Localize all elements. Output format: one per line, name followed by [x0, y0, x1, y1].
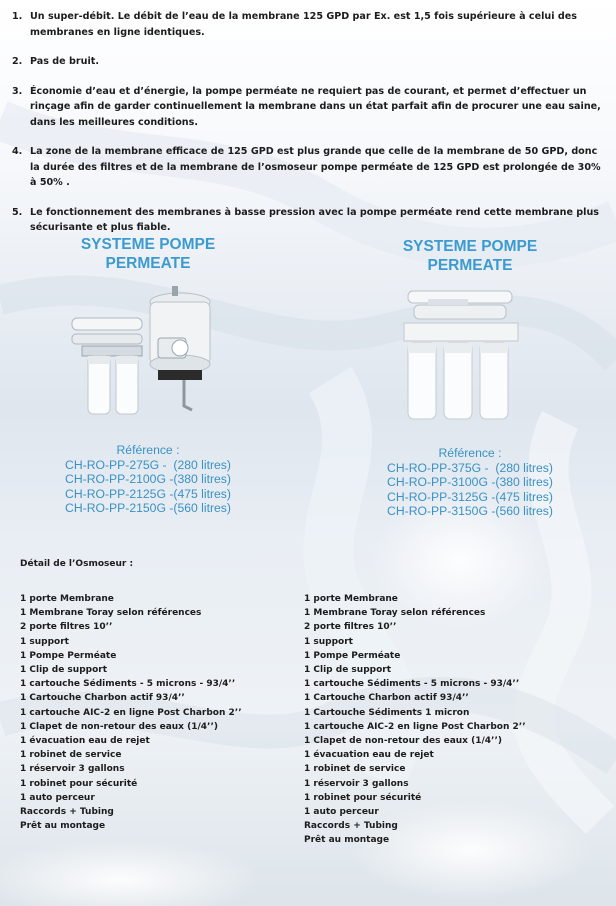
benefit-text: La zone de la membrane efficace de 125 GPD est plus grande que celle de la membrane de 50 GPD, donc la durée des filtres et de la membrane de l’osmoseur pompe perméate de 125 GPD est prolongée de 30% à 50% .: [30, 146, 601, 188]
benefit-item: [12, 54, 608, 70]
right-reference-item: CH-RO-PP-3100G -(380 litres): [387, 475, 553, 489]
list-item: 1 cartouche AIC-2 en ligne Post Charbon 2’’: [20, 707, 242, 718]
list-item: 1 robinet de service: [304, 764, 406, 775]
left-title-line2: PERMEATE: [105, 255, 191, 272]
list-item: 1 Cartouche Charbon actif 93/4’’: [20, 693, 185, 704]
list-item: 1 Cartouche Sédiments 1 micron: [304, 707, 470, 718]
left-reference-item: CH-RO-PP-2125G -(475 litres): [65, 486, 231, 501]
list-item: 2 porte filtres 10’’: [304, 622, 397, 633]
left-ro-system-image: [68, 280, 218, 420]
list-item: 1 porte Membrane: [304, 594, 398, 604]
benefit-number: 4.: [12, 146, 23, 157]
benefit-item: [12, 84, 608, 131]
list-item: 1 auto perceur: [20, 792, 95, 803]
list-item: 1 Clip de support: [304, 665, 391, 676]
list-item: 1 auto perceur: [304, 807, 379, 818]
left-reference-item: CH-RO-PP-2150G -(560 litres): [65, 501, 231, 515]
list-item: 1 Pompe Perméate: [20, 650, 117, 661]
list-item: Prêt au montage: [304, 835, 390, 846]
list-item: 1 évacuation eau de rejet: [20, 736, 150, 747]
benefit-text: Un super-débit. Le débit de l’eau de la membrane 125 GPD par Ex. est 1,5 fois supérieure à celui des membranes en ligne identiques.: [30, 11, 577, 38]
right-reference-item: CH-RO-PP-3125G -(475 litres): [387, 489, 553, 504]
list-item: 1 cartouche Sédiments - 5 microns - 93/4’’: [304, 679, 520, 690]
benefit-number: 1.: [12, 11, 23, 22]
list-item: 1 robinet pour sécurité: [20, 778, 138, 789]
benefit-item: [12, 144, 608, 191]
list-item: 1 robinet de service: [20, 750, 122, 761]
benefit-text: Économie d’eau et d’énergie, la pompe perméate ne requiert pas de courant, et permet d’effectuer un rinçage afin de garder continuellement la membrane dans un état parfait afin de procurer une eau saine, dans les meilleures conditions.: [30, 85, 601, 128]
list-item: 1 Membrane Toray selon références: [20, 608, 202, 619]
list-item: Raccords + Tubing: [20, 807, 114, 818]
right-reference-block: [365, 446, 575, 519]
list-item: 2 porte filtres 10’’: [20, 622, 113, 633]
list-item: 1 Clip de support: [20, 665, 107, 676]
right-title-line2: PERMEATE: [427, 257, 513, 274]
benefit-number: 2.: [12, 56, 23, 67]
benefit-text: Pas de bruit.: [30, 56, 99, 67]
right-reference-item: CH-RO-PP-3150G -(560 litres): [387, 504, 553, 518]
left-product-title: [48, 235, 248, 273]
benefit-number: 5.: [12, 206, 23, 218]
list-item: 1 cartouche Sédiments - 5 microns - 93/4’’: [20, 679, 236, 690]
list-item: 1 porte Membrane: [20, 594, 114, 604]
list-item: 1 réservoir 3 gallons: [304, 778, 409, 789]
right-product-title: [370, 237, 570, 275]
list-item: 1 évacuation eau de rejet: [304, 750, 434, 761]
left-components-list: [20, 592, 242, 833]
left-reference-label: Référence :: [116, 443, 180, 457]
list-item: 1 Clapet de non-retour des eaux (1/4’’): [304, 736, 502, 747]
list-item: Raccords + Tubing: [304, 821, 398, 832]
list-item: 1 Membrane Toray selon références: [304, 608, 486, 619]
left-reference-item: CH-RO-PP-2100G -(380 litres): [65, 472, 231, 486]
right-ro-system-image: [398, 285, 528, 425]
benefit-item: [12, 9, 608, 40]
right-reference-label: Référence :: [438, 446, 502, 460]
benefit-item: [12, 205, 608, 236]
right-title-line1: SYSTEME POMPE: [402, 238, 538, 255]
left-reference-item: CH-RO-PP-275G - (280 litres): [65, 457, 231, 472]
list-item: 1 cartouche AIC-2 en ligne Post Charbon 2’’: [304, 721, 526, 732]
benefit-number: 3.: [12, 85, 23, 97]
list-item: Prêt au montage: [20, 821, 106, 832]
list-item: 1 support: [304, 636, 353, 647]
benefits-list: [12, 9, 608, 250]
left-reference-block: [43, 443, 253, 516]
left-title-line1: SYSTEME POMPE: [80, 236, 216, 253]
list-item: 1 Cartouche Charbon actif 93/4’’: [304, 693, 469, 704]
list-item: 1 Clapet de non-retour des eaux (1/4’’): [20, 721, 218, 732]
list-item: 1 réservoir 3 gallons: [20, 764, 125, 775]
benefit-text: Le fonctionnement des membranes à basse pression avec la pompe perméate rend cette membrane plus sécurisante et plus fiable.: [30, 206, 599, 233]
list-item: 1 robinet pour sécurité: [304, 792, 422, 803]
right-components-list: [304, 592, 526, 848]
right-reference-item: CH-RO-PP-375G - (280 litres): [387, 460, 553, 475]
list-item: 1 support: [20, 636, 69, 647]
detail-title: Détail de l’Osmoseur :: [20, 559, 134, 569]
list-item: 1 Pompe Perméate: [304, 650, 401, 661]
